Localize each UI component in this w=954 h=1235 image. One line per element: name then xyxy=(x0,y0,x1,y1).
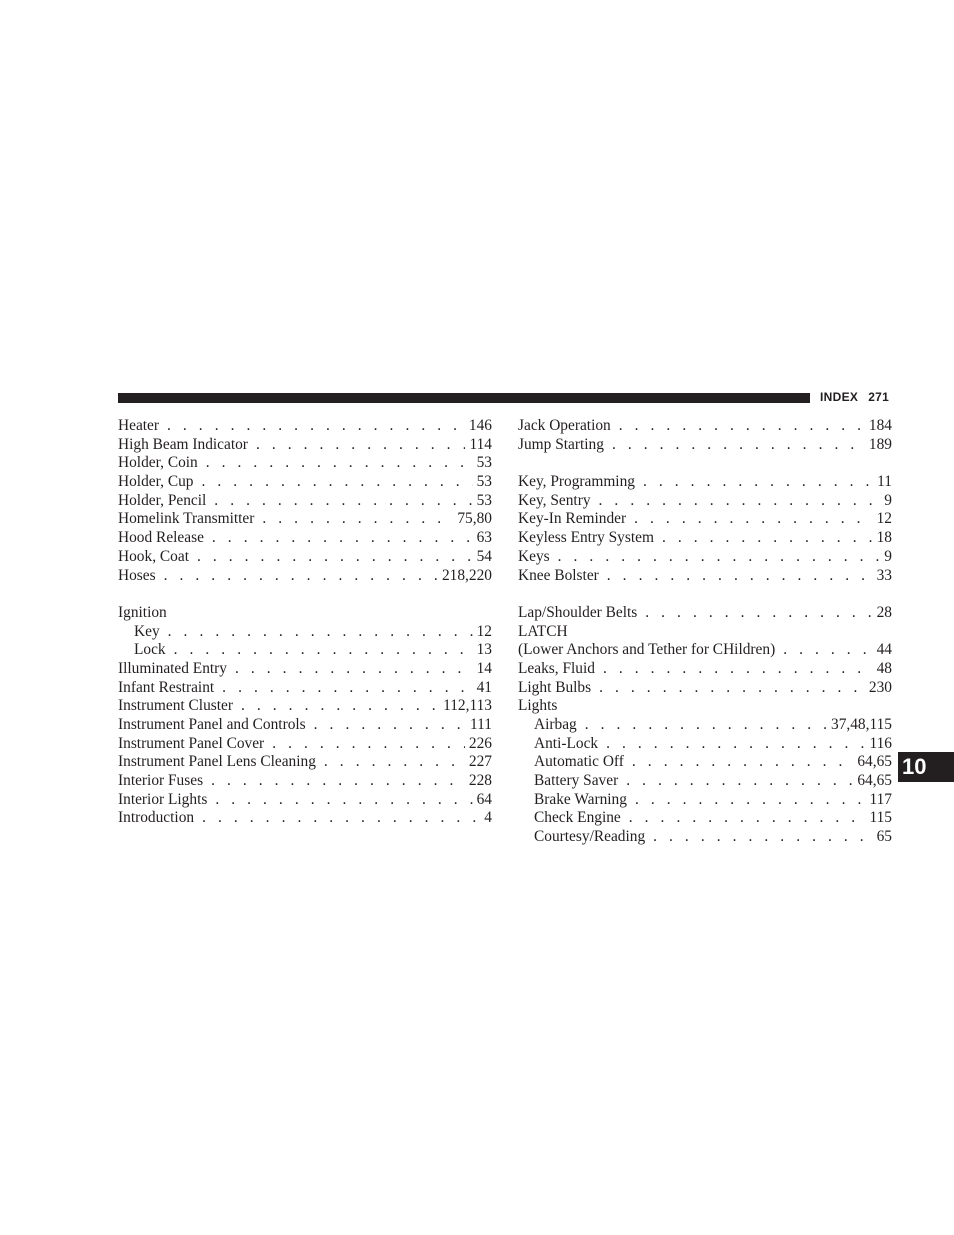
index-entry xyxy=(518,529,892,548)
page-reference[interactable]: 65 xyxy=(876,828,892,846)
dot-leader xyxy=(645,604,872,623)
page-reference[interactable]: 111 xyxy=(470,716,492,733)
index-term: Leaks, Fluid xyxy=(518,659,595,677)
index-entry xyxy=(118,436,492,455)
index-entry xyxy=(518,679,892,698)
page-reference[interactable]: 37,48,115 xyxy=(831,716,892,733)
page-reference[interactable]: 53 xyxy=(476,491,492,509)
index-subentry xyxy=(518,716,892,735)
dot-leader xyxy=(201,473,472,492)
page-reference[interactable]: 184 xyxy=(868,417,892,434)
index-entry xyxy=(118,567,492,586)
dot-leader xyxy=(197,548,473,567)
index-subentry xyxy=(118,623,492,642)
page-reference[interactable]: 48 xyxy=(876,659,892,677)
page-reference[interactable]: 116 xyxy=(869,734,892,752)
dot-leader xyxy=(612,436,865,455)
dot-leader xyxy=(662,529,873,548)
index-subentry xyxy=(118,641,492,660)
page-reference[interactable]: 230 xyxy=(868,678,892,696)
page-reference[interactable]: 146 xyxy=(468,417,492,434)
index-entry xyxy=(118,417,492,436)
index-entry xyxy=(518,473,892,492)
index-term: Key, Sentry xyxy=(518,491,591,509)
page-reference[interactable]: 44 xyxy=(876,641,892,659)
dot-leader xyxy=(212,529,473,548)
index-column-right xyxy=(518,417,892,847)
dot-leader xyxy=(619,417,865,436)
index-term: Automatic Off xyxy=(534,753,624,771)
dot-leader xyxy=(272,735,465,754)
dot-leader xyxy=(632,753,853,772)
index-entry xyxy=(518,510,892,529)
index-entry xyxy=(118,772,492,791)
page-reference[interactable]: 13 xyxy=(476,641,492,659)
index-term: Battery Saver xyxy=(534,772,619,790)
index-term: Homelink Transmitter xyxy=(118,510,255,528)
index-term: Airbag xyxy=(534,716,577,733)
page-reference[interactable]: 112,113 xyxy=(443,697,492,715)
index-entry xyxy=(118,529,492,548)
page-number: 271 xyxy=(868,390,890,404)
index-term: Instrument Cluster xyxy=(118,697,233,715)
index-term: Holder, Cup xyxy=(118,473,194,491)
dot-leader xyxy=(626,772,853,791)
index-term: Holder, Pencil xyxy=(118,491,207,509)
index-term: Holder, Coin xyxy=(118,454,198,472)
page-reference[interactable]: 4 xyxy=(484,809,492,827)
index-subentry xyxy=(518,753,892,772)
dot-leader xyxy=(643,473,873,492)
index-entry xyxy=(518,567,892,586)
dot-leader xyxy=(262,510,453,529)
index-spacer xyxy=(518,585,892,604)
dot-leader xyxy=(214,492,472,511)
index-term: Keyless Entry System xyxy=(518,529,654,547)
dot-leader xyxy=(164,567,438,586)
index-term: Ignition xyxy=(118,603,167,621)
index-entry xyxy=(118,697,492,716)
dot-leader xyxy=(222,679,472,698)
dot-leader xyxy=(215,791,472,810)
dot-leader xyxy=(314,716,466,735)
index-entry xyxy=(118,679,492,698)
page-reference[interactable]: 11 xyxy=(877,473,892,491)
index-term: Hood Release xyxy=(118,529,204,547)
page-reference[interactable]: 114 xyxy=(469,435,492,453)
dot-leader xyxy=(241,697,439,716)
page-reference[interactable]: 64 xyxy=(476,790,492,808)
index-term: Interior Fuses xyxy=(118,772,204,790)
page-reference[interactable]: 14 xyxy=(476,659,492,677)
dot-leader xyxy=(256,436,466,455)
index-subentry xyxy=(518,809,892,828)
page-reference[interactable]: 115 xyxy=(869,809,892,827)
index-entry xyxy=(518,492,892,511)
dot-leader xyxy=(599,492,881,511)
index-entry xyxy=(118,753,492,772)
index-term: Lock xyxy=(134,641,166,659)
index-entry xyxy=(118,735,492,754)
header-rule xyxy=(118,393,810,403)
index-entry xyxy=(518,604,892,623)
page-reference[interactable]: 12 xyxy=(476,622,492,640)
page-reference[interactable]: 41 xyxy=(476,678,492,696)
index-term: Knee Bolster xyxy=(518,566,599,584)
page-reference[interactable]: 18 xyxy=(876,529,892,547)
dot-leader xyxy=(324,753,465,772)
index-term: Introduction xyxy=(118,809,195,827)
index-term: Courtesy/Reading xyxy=(534,828,646,846)
index-entry xyxy=(518,417,892,436)
index-term: Key xyxy=(134,622,160,640)
index-term: High Beam Indicator xyxy=(118,435,248,453)
dot-leader xyxy=(174,641,473,660)
index-term: Brake Warning xyxy=(534,790,627,808)
index-spacer xyxy=(118,585,492,604)
index-term: LATCH xyxy=(518,622,568,640)
dot-leader xyxy=(635,791,866,810)
index-term: Interior Lights xyxy=(118,790,208,808)
dot-leader xyxy=(211,772,465,791)
index-term: Infant Restraint xyxy=(118,678,215,696)
index-term: Instrument Panel Cover xyxy=(118,734,265,752)
index-entry xyxy=(118,510,492,529)
index-entry xyxy=(118,716,492,735)
index-entry xyxy=(518,623,892,642)
page-reference[interactable]: 64,65 xyxy=(857,772,892,790)
dot-leader xyxy=(599,679,865,698)
chapter-tab[interactable]: 10 xyxy=(898,752,954,782)
page-reference[interactable]: 53 xyxy=(476,454,492,472)
index-subentry xyxy=(518,735,892,754)
index-term: Key-In Reminder xyxy=(518,510,627,528)
index-entry xyxy=(118,791,492,810)
page-reference[interactable]: 9 xyxy=(884,491,892,509)
page-reference[interactable]: 12 xyxy=(876,510,892,528)
dot-leader xyxy=(606,735,865,754)
index-entry xyxy=(118,492,492,511)
index-term: Hook, Coat xyxy=(118,547,189,565)
page-reference[interactable]: 117 xyxy=(869,790,892,808)
index-entry xyxy=(118,809,492,828)
index-entry xyxy=(518,548,892,567)
page-reference[interactable]: 54 xyxy=(476,547,492,565)
page-reference[interactable]: 189 xyxy=(868,435,892,453)
index-term: Heater xyxy=(118,417,160,434)
page-reference[interactable]: 227 xyxy=(468,753,492,771)
index-entry xyxy=(118,660,492,679)
page-reference[interactable]: 218,220 xyxy=(441,566,492,584)
index-term: Jump Starting xyxy=(518,435,604,453)
page-reference[interactable]: 75,80 xyxy=(457,510,492,528)
running-header xyxy=(820,390,889,404)
index-term: Light Bulbs xyxy=(518,678,592,696)
index-subentry xyxy=(518,772,892,791)
page-reference[interactable]: 9 xyxy=(884,547,892,565)
index-entry xyxy=(118,548,492,567)
section-title: INDEX xyxy=(820,390,859,404)
index-term: Check Engine xyxy=(534,809,621,827)
index-term: Anti-Lock xyxy=(534,734,599,752)
index-term: Illuminated Entry xyxy=(118,659,227,677)
index-term: Lights xyxy=(518,697,558,715)
index-entry xyxy=(518,436,892,455)
index-entry xyxy=(518,660,892,679)
dot-leader xyxy=(167,417,465,436)
dot-leader xyxy=(202,809,480,828)
page-reference[interactable]: 63 xyxy=(476,529,492,547)
index-term: Keys xyxy=(518,547,550,565)
dot-leader xyxy=(558,548,881,567)
page-reference[interactable]: 33 xyxy=(876,566,892,584)
index-entry xyxy=(118,604,492,623)
dot-leader xyxy=(235,660,473,679)
page-reference[interactable]: 64,65 xyxy=(857,753,892,771)
index-entry xyxy=(118,454,492,473)
dot-leader xyxy=(168,623,473,642)
page-reference[interactable]: 228 xyxy=(468,772,492,790)
dot-leader xyxy=(603,660,873,679)
dot-leader xyxy=(585,716,827,735)
index-term: Lap/Shoulder Belts xyxy=(518,603,638,621)
dot-leader xyxy=(653,828,872,847)
page-reference[interactable]: 226 xyxy=(468,734,492,752)
index-term: Key, Programming xyxy=(518,473,635,491)
index-term: Instrument Panel and Controls xyxy=(118,716,306,733)
index-term: (Lower Anchors and Tether for CHildren) xyxy=(518,641,776,659)
dot-leader xyxy=(634,510,872,529)
index-entry xyxy=(518,697,892,716)
index-spacer xyxy=(518,454,892,473)
index-term: Jack Operation xyxy=(518,417,611,434)
index-column-left xyxy=(118,417,492,828)
dot-leader xyxy=(629,809,866,828)
dot-leader xyxy=(206,454,473,473)
index-subentry xyxy=(518,828,892,847)
index-term: Instrument Panel Lens Cleaning xyxy=(118,753,316,771)
dot-leader xyxy=(783,641,872,660)
dot-leader xyxy=(607,567,873,586)
index-entry xyxy=(518,641,892,660)
index-term: Hoses xyxy=(118,566,156,584)
page-reference[interactable]: 28 xyxy=(876,603,892,621)
index-subentry xyxy=(518,791,892,810)
index-entry xyxy=(118,473,492,492)
page-reference[interactable]: 53 xyxy=(476,473,492,491)
